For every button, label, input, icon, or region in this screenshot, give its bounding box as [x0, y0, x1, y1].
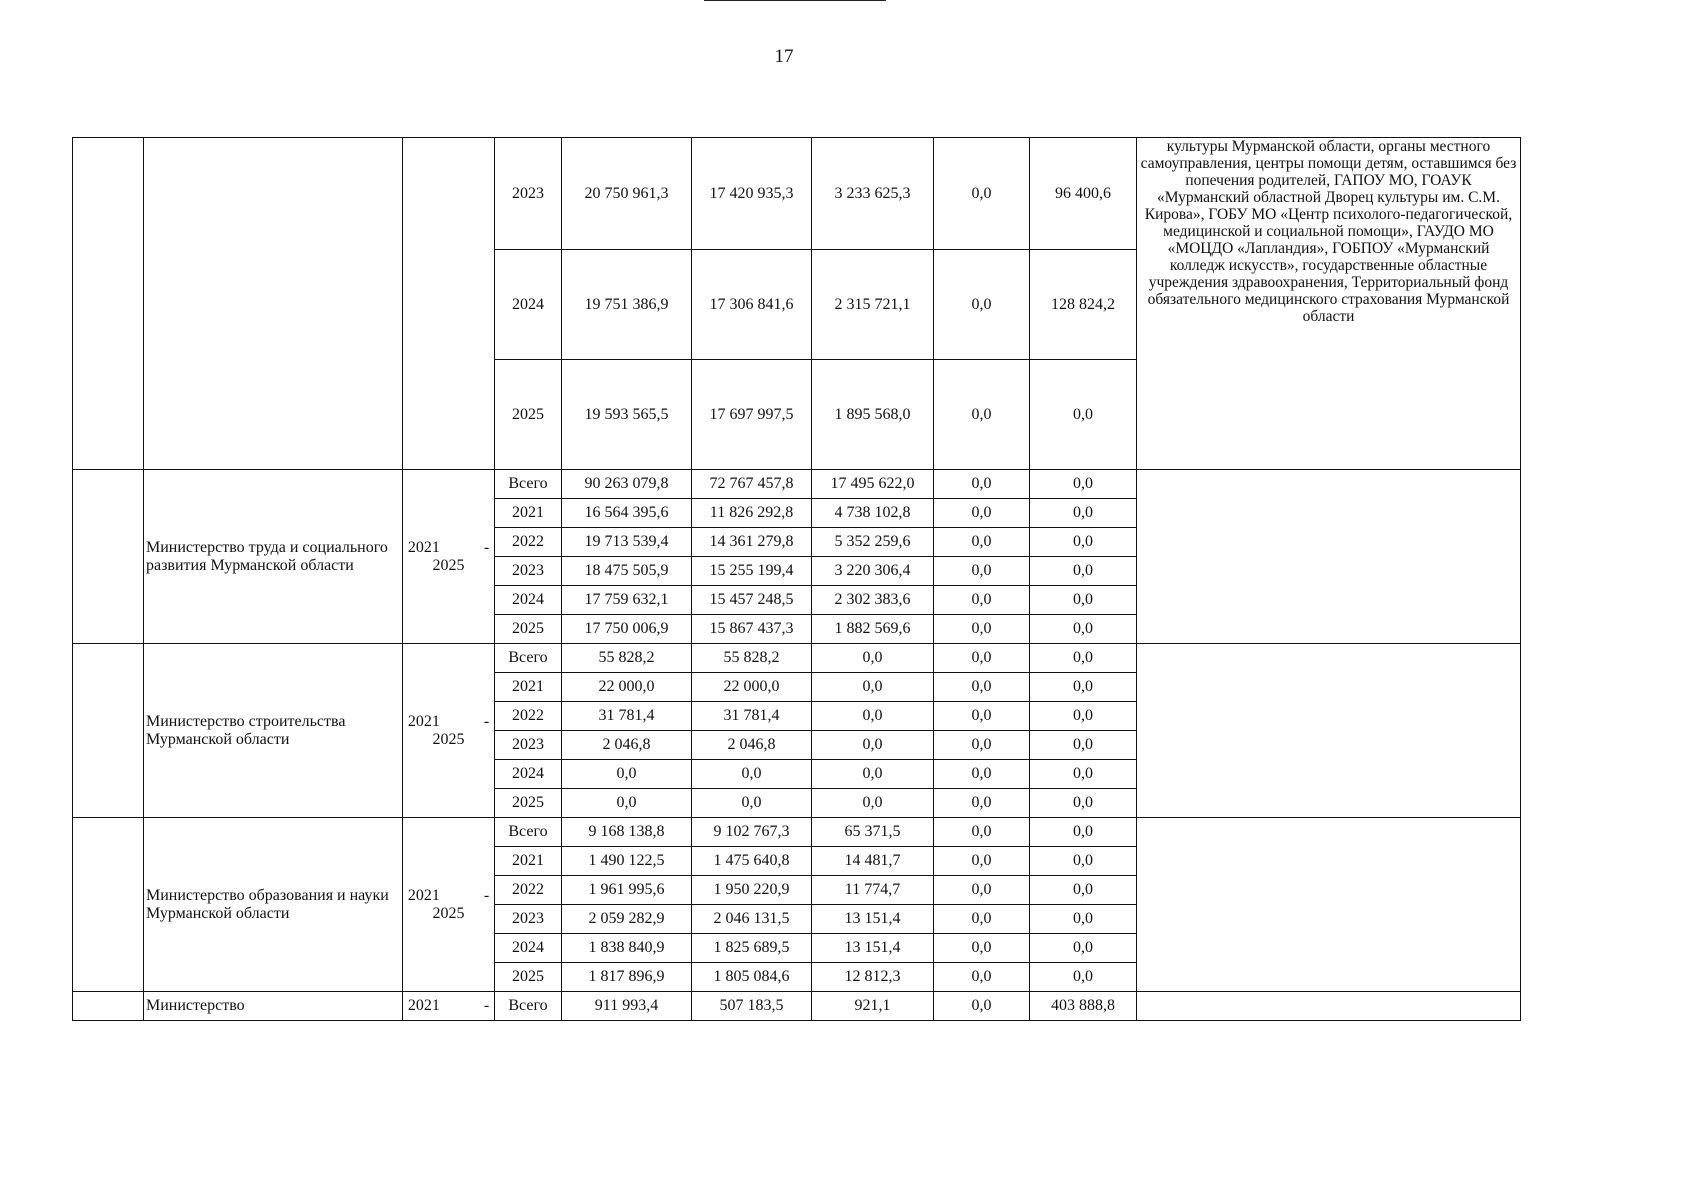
financing-table	[72, 137, 1521, 1021]
extrabudget-cell: 0,0	[1030, 847, 1137, 876]
federal-budget-cell: 13 151,4	[812, 905, 934, 934]
period-cell: 2021 - 2025	[403, 818, 495, 992]
regional-budget-cell: 1 950 220,9	[692, 876, 812, 905]
extrabudget-cell: 0,0	[1030, 934, 1137, 963]
total-amount-cell: 18 475 505,9	[562, 557, 692, 586]
organization-cell: Министерство	[144, 992, 403, 1021]
local-budget-cell: 0,0	[934, 992, 1030, 1021]
total-amount-cell: 9 168 138,8	[562, 818, 692, 847]
total-amount-cell: 1 838 840,9	[562, 934, 692, 963]
total-amount-cell: 16 564 395,6	[562, 499, 692, 528]
regional-budget-cell: 9 102 767,3	[692, 818, 812, 847]
extrabudget-cell: 0,0	[1030, 963, 1137, 992]
total-amount-cell: 0,0	[562, 789, 692, 818]
extrabudget-cell: 0,0	[1030, 360, 1137, 470]
local-budget-cell: 0,0	[934, 586, 1030, 615]
regional-budget-cell: 17 306 841,6	[692, 250, 812, 360]
regional-budget-cell: 31 781,4	[692, 702, 812, 731]
local-budget-cell: 0,0	[934, 876, 1030, 905]
extrabudget-cell: 0,0	[1030, 789, 1137, 818]
total-amount-cell: 17 750 006,9	[562, 615, 692, 644]
year-cell: 2025	[495, 963, 562, 992]
regional-budget-cell: 17 420 935,3	[692, 138, 812, 250]
regional-budget-cell: 15 457 248,5	[692, 586, 812, 615]
total-amount-cell: 19 751 386,9	[562, 250, 692, 360]
period-cell: 2021 -	[403, 992, 495, 1021]
executors-cell	[1137, 470, 1521, 644]
year-cell: 2021	[495, 499, 562, 528]
extrabudget-cell: 0,0	[1030, 557, 1137, 586]
regional-budget-cell: 1 825 689,5	[692, 934, 812, 963]
federal-budget-cell: 1 882 569,6	[812, 615, 934, 644]
federal-budget-cell: 1 895 568,0	[812, 360, 934, 470]
total-amount-cell: 22 000,0	[562, 673, 692, 702]
federal-budget-cell: 0,0	[812, 644, 934, 673]
extrabudget-cell: 128 824,2	[1030, 250, 1137, 360]
federal-budget-cell: 4 738 102,8	[812, 499, 934, 528]
regional-budget-cell: 17 697 997,5	[692, 360, 812, 470]
total-amount-cell: 2 046,8	[562, 731, 692, 760]
year-cell: Всего	[495, 818, 562, 847]
regional-budget-cell: 0,0	[692, 789, 812, 818]
executors-cell	[1137, 644, 1521, 818]
total-amount-cell: 55 828,2	[562, 644, 692, 673]
regional-budget-cell: 14 361 279,8	[692, 528, 812, 557]
total-amount-cell: 1 961 995,6	[562, 876, 692, 905]
local-budget-cell: 0,0	[934, 905, 1030, 934]
year-cell: 2025	[495, 789, 562, 818]
local-budget-cell: 0,0	[934, 615, 1030, 644]
local-budget-cell: 0,0	[934, 644, 1030, 673]
federal-budget-cell: 12 812,3	[812, 963, 934, 992]
row-number-cell	[73, 470, 144, 644]
regional-budget-cell: 15 867 437,3	[692, 615, 812, 644]
organization-cell: Министерство строительства Мурманской области	[144, 644, 403, 818]
extrabudget-cell: 0,0	[1030, 499, 1137, 528]
executors-cell	[1137, 992, 1521, 1021]
regional-budget-cell: 22 000,0	[692, 673, 812, 702]
table-row	[73, 992, 1521, 1021]
total-amount-cell: 19 713 539,4	[562, 528, 692, 557]
local-budget-cell: 0,0	[934, 673, 1030, 702]
regional-budget-cell: 11 826 292,8	[692, 499, 812, 528]
year-cell: 2022	[495, 528, 562, 557]
federal-budget-cell: 13 151,4	[812, 934, 934, 963]
total-amount-cell: 31 781,4	[562, 702, 692, 731]
federal-budget-cell: 11 774,7	[812, 876, 934, 905]
table-row	[73, 138, 1521, 250]
regional-budget-cell: 2 046,8	[692, 731, 812, 760]
local-budget-cell: 0,0	[934, 470, 1030, 499]
extrabudget-cell: 0,0	[1030, 470, 1137, 499]
year-cell: 2022	[495, 876, 562, 905]
year-cell: Всего	[495, 470, 562, 499]
year-cell: 2022	[495, 702, 562, 731]
local-budget-cell: 0,0	[934, 818, 1030, 847]
total-amount-cell: 1 490 122,5	[562, 847, 692, 876]
table-body	[73, 138, 1521, 1021]
period-cell: 2021 - 2025	[403, 470, 495, 644]
table-row	[73, 644, 1521, 673]
extrabudget-cell: 0,0	[1030, 760, 1137, 789]
federal-budget-cell: 0,0	[812, 760, 934, 789]
extrabudget-cell: 0,0	[1030, 615, 1137, 644]
federal-budget-cell: 921,1	[812, 992, 934, 1021]
extrabudget-cell: 0,0	[1030, 876, 1137, 905]
organization-cell: Министерство труда и социального развития Мурманской области	[144, 470, 403, 644]
year-cell: 2025	[495, 615, 562, 644]
table-row	[73, 818, 1521, 847]
year-cell: Всего	[495, 644, 562, 673]
row-number-cell	[73, 992, 144, 1021]
year-cell: 2023	[495, 557, 562, 586]
year-cell: 2025	[495, 360, 562, 470]
page-number: 17	[774, 46, 794, 67]
extrabudget-cell: 0,0	[1030, 586, 1137, 615]
local-budget-cell: 0,0	[934, 360, 1030, 470]
federal-budget-cell: 0,0	[812, 673, 934, 702]
local-budget-cell: 0,0	[934, 528, 1030, 557]
year-cell: 2023	[495, 731, 562, 760]
federal-budget-cell: 3 220 306,4	[812, 557, 934, 586]
total-amount-cell: 1 817 896,9	[562, 963, 692, 992]
extrabudget-cell: 0,0	[1030, 731, 1137, 760]
local-budget-cell: 0,0	[934, 934, 1030, 963]
extrabudget-cell: 0,0	[1030, 702, 1137, 731]
local-budget-cell: 0,0	[934, 847, 1030, 876]
regional-budget-cell: 507 183,5	[692, 992, 812, 1021]
total-amount-cell: 0,0	[562, 760, 692, 789]
period-cell	[403, 138, 495, 470]
regional-budget-cell: 0,0	[692, 760, 812, 789]
row-number-cell	[73, 138, 144, 470]
local-budget-cell: 0,0	[934, 760, 1030, 789]
organization-cell: Министерство образования и науки Мурманской области	[144, 818, 403, 992]
row-number-cell	[73, 818, 144, 992]
federal-budget-cell: 2 315 721,1	[812, 250, 934, 360]
total-amount-cell: 911 993,4	[562, 992, 692, 1021]
local-budget-cell: 0,0	[934, 702, 1030, 731]
local-budget-cell: 0,0	[934, 963, 1030, 992]
year-cell: 2024	[495, 934, 562, 963]
top-rule	[704, 0, 886, 1]
executors-cell: культуры Мурманской области, органы местного самоуправления, центры помощи детям, оставшимся без попечения родителей, ГАПОУ МО, ГОАУК «Мурманский областной Дворец культуры им. С.М. Кирова», ГОБУ МО «Центр психолого-педагогической, медицинской и социальной помощи», ГАУДО МО «МОЦДО «Лапландия», ГОБПОУ «Мурманский колледж искусств», государственные областные учреждения здравоохранения, Территориальный фонд обязательного медицинского страхования Мурманской области	[1137, 138, 1521, 470]
local-budget-cell: 0,0	[934, 789, 1030, 818]
local-budget-cell: 0,0	[934, 731, 1030, 760]
local-budget-cell: 0,0	[934, 250, 1030, 360]
regional-budget-cell: 72 767 457,8	[692, 470, 812, 499]
total-amount-cell: 20 750 961,3	[562, 138, 692, 250]
regional-budget-cell: 1 475 640,8	[692, 847, 812, 876]
executors-cell	[1137, 818, 1521, 992]
year-cell: 2024	[495, 760, 562, 789]
federal-budget-cell: 0,0	[812, 789, 934, 818]
federal-budget-cell: 2 302 383,6	[812, 586, 934, 615]
extrabudget-cell: 0,0	[1030, 673, 1137, 702]
year-cell: 2024	[495, 586, 562, 615]
extrabudget-cell: 0,0	[1030, 818, 1137, 847]
local-budget-cell: 0,0	[934, 138, 1030, 250]
local-budget-cell: 0,0	[934, 499, 1030, 528]
total-amount-cell: 90 263 079,8	[562, 470, 692, 499]
extrabudget-cell: 0,0	[1030, 644, 1137, 673]
federal-budget-cell: 3 233 625,3	[812, 138, 934, 250]
extrabudget-cell: 403 888,8	[1030, 992, 1137, 1021]
federal-budget-cell: 0,0	[812, 702, 934, 731]
total-amount-cell: 19 593 565,5	[562, 360, 692, 470]
extrabudget-cell: 0,0	[1030, 905, 1137, 934]
organization-cell	[144, 138, 403, 470]
year-cell: 2023	[495, 905, 562, 934]
regional-budget-cell: 2 046 131,5	[692, 905, 812, 934]
table-row	[73, 470, 1521, 499]
year-cell: 2023	[495, 138, 562, 250]
regional-budget-cell: 15 255 199,4	[692, 557, 812, 586]
period-cell: 2021 - 2025	[403, 644, 495, 818]
regional-budget-cell: 55 828,2	[692, 644, 812, 673]
federal-budget-cell: 0,0	[812, 731, 934, 760]
federal-budget-cell: 65 371,5	[812, 818, 934, 847]
federal-budget-cell: 14 481,7	[812, 847, 934, 876]
year-cell: 2021	[495, 847, 562, 876]
year-cell: 2021	[495, 673, 562, 702]
extrabudget-cell: 0,0	[1030, 528, 1137, 557]
total-amount-cell: 2 059 282,9	[562, 905, 692, 934]
federal-budget-cell: 17 495 622,0	[812, 470, 934, 499]
extrabudget-cell: 96 400,6	[1030, 138, 1137, 250]
year-cell: Всего	[495, 992, 562, 1021]
total-amount-cell: 17 759 632,1	[562, 586, 692, 615]
federal-budget-cell: 5 352 259,6	[812, 528, 934, 557]
row-number-cell	[73, 644, 144, 818]
year-cell: 2024	[495, 250, 562, 360]
regional-budget-cell: 1 805 084,6	[692, 963, 812, 992]
local-budget-cell: 0,0	[934, 557, 1030, 586]
